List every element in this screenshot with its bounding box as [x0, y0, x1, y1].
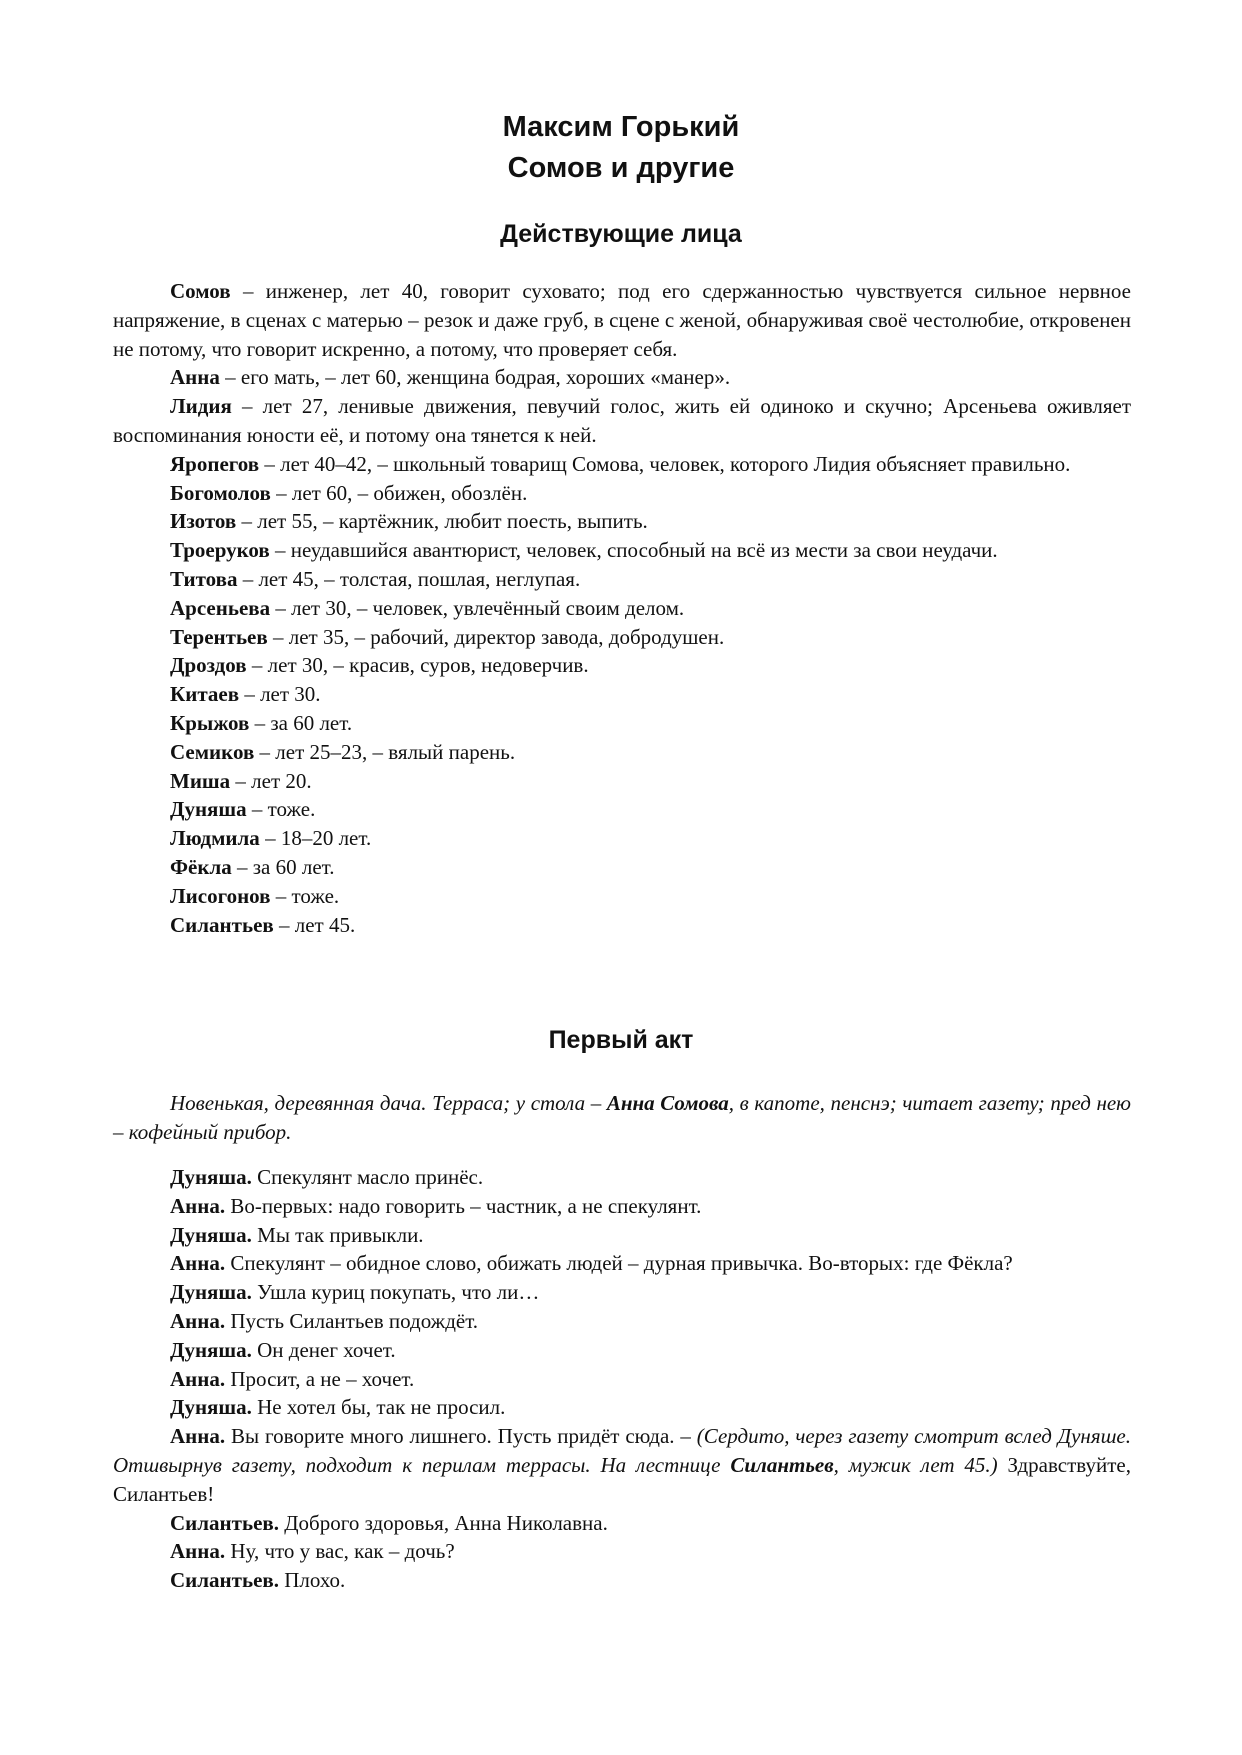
cast-name: Китаев [170, 682, 240, 707]
dialogue-line [113, 1393, 1131, 1422]
dialogue-line [113, 1509, 1131, 1538]
cast-entry [113, 795, 1131, 824]
line-text: Пусть Силантьев подождёт. [225, 1308, 479, 1333]
stage-text: , мужик лет 45.) [833, 1452, 998, 1477]
cast-name: Фёкла [170, 854, 232, 879]
cast-name: Дроздов [170, 653, 247, 678]
cast-entry [113, 277, 1131, 363]
speaker: Анна. [170, 1424, 226, 1449]
cast-entry [113, 623, 1131, 652]
cast-name: Лисогонов [170, 883, 271, 908]
speaker: Силантьев. [170, 1568, 279, 1593]
dialogue [113, 1163, 1131, 1595]
cast-desc: – лет 40–42, – школьный товарищ Сомова, человек, которого Лидия объясняет правильно. [259, 451, 1071, 476]
line-text: Спекулянт – обидное слово, обижать людей – дурная привычка. Во-вторых: где Фёкла? [225, 1251, 1013, 1276]
stage-text: , в капоте, пенснэ; читает газету; пред нею – кофейный прибор. [113, 1091, 1131, 1144]
cast-entry [113, 738, 1131, 767]
author-name: Максим Горький [502, 111, 740, 143]
cast-name: Дуняша [170, 797, 247, 822]
dialogue-line [113, 1221, 1131, 1250]
cast-desc: – тоже. [246, 797, 316, 822]
line-text: Доброго здоровья, Анна Николавна. [278, 1510, 608, 1535]
cast-name: Людмила [170, 826, 260, 851]
speaker: Дуняша. [170, 1337, 252, 1362]
speaker: Анна. [170, 1539, 226, 1564]
line-text: Просит, а не – хочет. [225, 1366, 415, 1391]
cast-desc: – лет 30, – красив, суров, недоверчив. [246, 653, 589, 678]
speaker: Дуняша. [170, 1395, 252, 1420]
scene-description [113, 1089, 1131, 1147]
stage-text: (Сердито, через газету смотрит вслед Дуняше. Отшвырнув газету, подходит к перилам террасы. На лестнице [113, 1424, 1132, 1477]
cast-desc: – тоже. [270, 883, 340, 908]
cast-name: Титова [170, 566, 238, 591]
speaker: Дуняша. [170, 1165, 252, 1189]
cast-desc: – лет 55, – картёжник, любит поесть, выпить. [236, 509, 648, 534]
line-text: Ну, что у вас, как – дочь? [225, 1539, 455, 1564]
cast-name: Миша [170, 768, 231, 793]
speaker: Анна. [170, 1251, 226, 1276]
stage-character: Анна Сомова [606, 1091, 729, 1115]
speaker: Анна. [170, 1193, 226, 1218]
line-text: Он денег хочет. [251, 1337, 396, 1362]
cast-name: Крыжов [170, 710, 250, 735]
cast-desc: – лет 35, – рабочий, директор завода, добродушен. [267, 624, 725, 649]
dialogue-line [113, 1278, 1131, 1307]
dialogue-line [113, 1566, 1131, 1595]
cast-name: Силантьев [170, 912, 274, 937]
dialogue-line [113, 1307, 1131, 1336]
act-heading: Первый акт [548, 1026, 694, 1054]
speaker: Анна. [170, 1366, 226, 1391]
stage-text: Новенькая, деревянная дача. Терраса; у стола – [170, 1091, 607, 1115]
dialogue-line [113, 1163, 1131, 1192]
dialogue-line [113, 1192, 1131, 1221]
line-text: Не хотел бы, так не просил. [251, 1395, 506, 1420]
cast-name: Изотов [170, 509, 237, 534]
cast-entry [113, 767, 1131, 796]
cast-desc: – за 60 лет. [231, 854, 335, 879]
cast-desc: – лет 45, – толстая, пошлая, неглупая. [237, 566, 581, 591]
cast-heading: Действующие лица [500, 220, 742, 248]
cast-desc: – его мать, – лет 60, женщина бодрая, хороших «манер». [219, 365, 731, 390]
dialogue-line [113, 1336, 1131, 1365]
cast-entry [113, 479, 1131, 508]
cast-desc: – лет 45. [273, 912, 356, 937]
speaker: Дуняша. [170, 1280, 252, 1305]
stage-character: Силантьев [730, 1452, 834, 1477]
cast-name: Терентьев [170, 624, 268, 649]
cast-entry [113, 594, 1131, 623]
speaker: Анна. [170, 1308, 226, 1333]
cast-desc: – лет 20. [230, 768, 312, 793]
cast-entry [113, 709, 1131, 738]
cast-name: Семиков [170, 739, 255, 764]
cast-name: Лидия [170, 394, 232, 419]
cast-name: Богомолов [170, 480, 271, 505]
play-title: Сомов и другие [507, 152, 735, 184]
speaker: Силантьев. [170, 1510, 279, 1535]
cast-desc: – лет 25–23, – вялый парень. [254, 739, 516, 764]
cast-entry [113, 882, 1131, 911]
cast-entry [113, 824, 1131, 853]
line-text: Мы так привыкли. [251, 1222, 424, 1247]
dialogue-line [113, 1365, 1131, 1394]
cast-entry [113, 680, 1131, 709]
cast-desc: – неудавшийся авантюрист, человек, способный на всё из мести за свои неудачи. [269, 538, 998, 563]
cast-entry [113, 651, 1131, 680]
cast-name: Сомов [170, 279, 231, 303]
cast-name: Яропегов [170, 451, 260, 476]
cast-name: Анна [170, 365, 220, 390]
dialogue-line [113, 1249, 1131, 1278]
line-text: Спекулянт масло принёс. [251, 1165, 484, 1189]
cast-desc: – лет 30, – человек, увлечённый своим делом. [270, 595, 685, 620]
cast-entry [113, 507, 1131, 536]
cast-entry [113, 911, 1131, 940]
line-text: Ушла куриц покупать, что ли… [251, 1280, 540, 1305]
cast-desc: – лет 60, – обижен, обозлён. [270, 480, 528, 505]
dialogue-line [113, 1422, 1131, 1508]
cast-entry [113, 363, 1131, 392]
stage-direction [113, 1089, 1131, 1147]
cast-name: Троеруков [170, 538, 270, 563]
cast-list [113, 277, 1131, 939]
line-text: Во-первых: надо говорить – частник, а не спекулянт. [225, 1193, 702, 1218]
cast-desc: – 18–20 лет. [259, 826, 372, 851]
speaker: Дуняша. [170, 1222, 252, 1247]
cast-desc: – инженер, лет 40, говорит суховато; под его сдержанностью чувствуется сильное нервное напряжение, в сценах с матерью – резок и даже груб, в сцене с женой, обнаруживая своё честолюбие, откровенен не потому, что говорит искренно, а потому, что проверяет себя. [113, 279, 1131, 361]
line-text: Вы говорите много лишнего. Пусть придёт сюда. – [225, 1424, 697, 1449]
cast-entry [113, 536, 1131, 565]
cast-desc: – лет 27, ленивые движения, певучий голос, жить ей одиноко и скучно; Арсеньева оживляет воспоминания юности её, и потому она тянется к ней. [113, 394, 1131, 447]
line-text: Плохо. [278, 1568, 346, 1593]
cast-entry [113, 853, 1131, 882]
cast-entry [113, 450, 1131, 479]
cast-desc: – лет 30. [239, 682, 321, 707]
cast-desc: – за 60 лет. [249, 710, 353, 735]
cast-entry [113, 565, 1131, 594]
dialogue-line [113, 1537, 1131, 1566]
cast-entry [113, 392, 1131, 450]
line-text: Здравствуйте, Силантьев! [113, 1452, 1131, 1506]
cast-name: Арсеньева [170, 595, 271, 620]
